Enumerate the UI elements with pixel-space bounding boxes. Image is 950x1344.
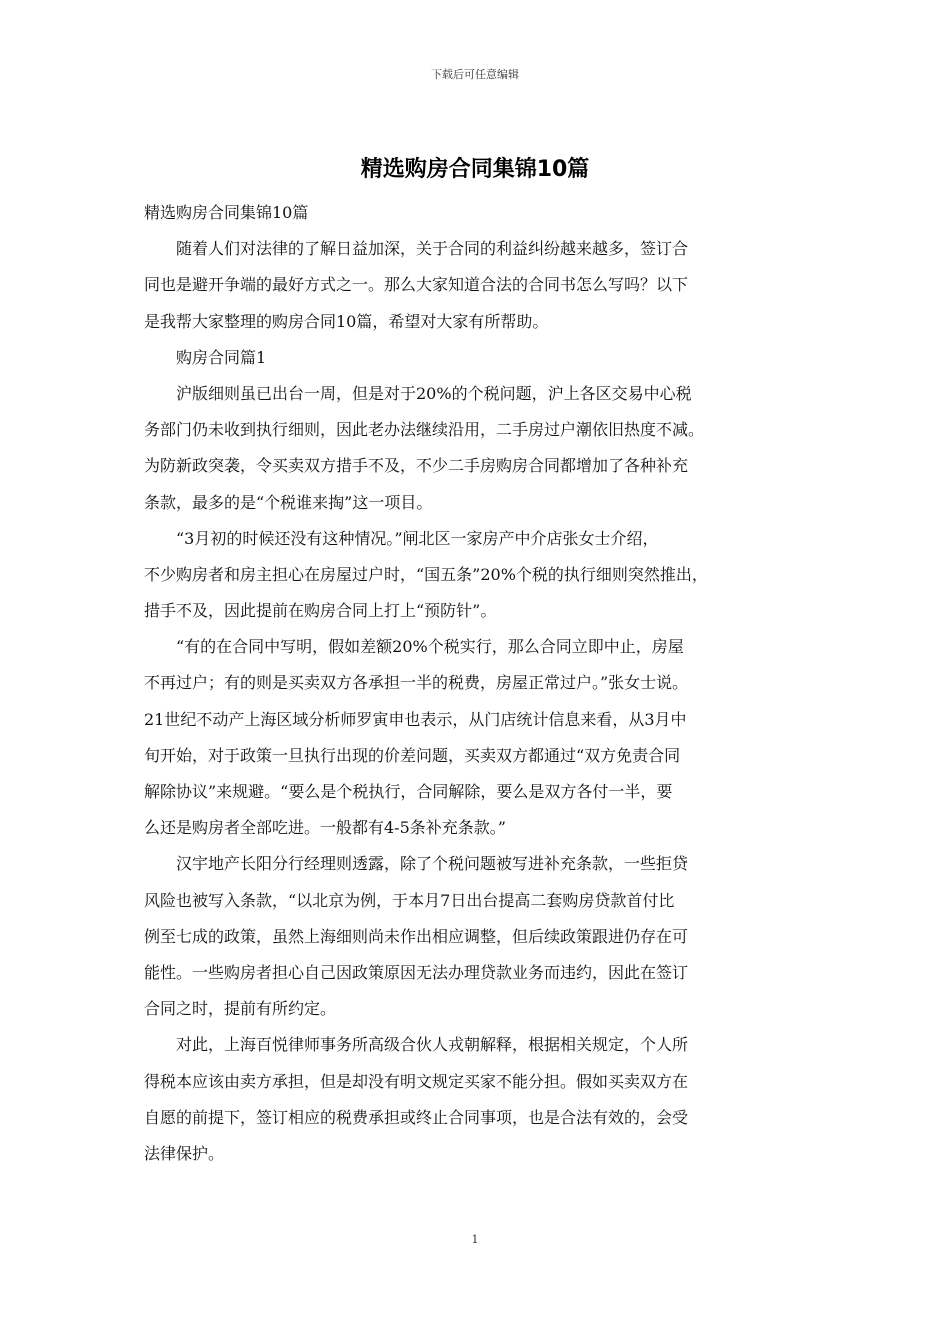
text-line: 措手不及，因此提前在购房合同上打上“预防针”。 — [144, 601, 497, 621]
text-line: 购房合同篇1 — [144, 347, 267, 367]
text-line: 同也是避开争端的最好方式之一。那么大家知道合法的合同书怎么写吗？以下 — [144, 275, 689, 295]
text-line: “3月初的时候还没有这种情况。”闸北区一家房产中介店张女士介绍， — [144, 528, 659, 548]
text-line: 务部门仍未收到执行细则，因此老办法继续沿用，二手房过户潮依旧热度不减。 — [144, 420, 705, 440]
text-line: 随着人们对法律的了解日益加深，关于合同的利益纠纷越来越多，签订合 — [144, 239, 689, 259]
text-line: 汉宇地产长阳分行经理则透露，除了个税问题被写进补充条款，一些拒贷 — [144, 854, 689, 874]
text-line: 法律保护。 — [144, 1143, 225, 1163]
text-line: 条款，最多的是“个税谁来掏”这一项目。 — [144, 492, 433, 512]
document-body — [144, 195, 808, 1172]
text-line: 对此，上海百悦律师事务所高级合伙人戎朝解释，根据相关规定，个人所 — [144, 1035, 689, 1055]
text-line: 么还是购房者全部吃进。一般都有4-5条补充条款。” — [144, 818, 506, 838]
text-line: 是我帮大家整理的购房合同10篇，希望对大家有所帮助。 — [144, 311, 549, 331]
text-line: 21世纪不动产上海区域分析师罗寅申也表示，从门店统计信息来看，从3月中 — [144, 709, 687, 729]
text-line: 不再过户；有的则是买卖双方各承担一半的税费，房屋正常过户。”张女士说。 — [144, 673, 689, 693]
text-line: 例至七成的政策，虽然上海细则尚未作出相应调整，但后续政策跟进仍存在可 — [144, 926, 689, 946]
page-number: 1 — [471, 1233, 479, 1246]
text-line: 得税本应该由卖方承担，但是却没有明文规定买家不能分担。假如买卖双方在 — [144, 1071, 689, 1091]
text-line: 风险也被写入条款，“以北京为例，于本月7日出台提高二套购房贷款首付比 — [144, 890, 675, 910]
text-line: 自愿的前提下，签订相应的税费承担或终止合同事项，也是合法有效的，会受 — [144, 1107, 689, 1127]
text-line: 合同之时，提前有所约定。 — [144, 999, 337, 1019]
text-line: 精选购房合同集锦10篇 — [144, 203, 309, 222]
text-line: “有的在合同中写明，假如差额20%个税实行，那么合同立即中止，房屋 — [144, 637, 684, 657]
page-header-note: 下载后可任意编辑 — [431, 68, 519, 81]
document-title: 精选购房合同集锦10篇 — [360, 157, 590, 182]
text-line: 能性。一些购房者担心自己因政策原因无法办理贷款业务而违约，因此在签订 — [144, 962, 689, 982]
text-line: 不少购房者和房主担心在房屋过户时，“国五条”20%个税的执行细则突然推出， — [144, 564, 708, 584]
text-line: 为防新政突袭，令买卖双方措手不及，不少二手房购房合同都增加了各种补充 — [144, 456, 689, 476]
text-line: 解除协议”来规避。“要么是个税执行，合同解除，要么是双方各付一半，要 — [144, 782, 673, 801]
text-line: 旬开始，对于政策一旦执行出现的价差问题，买卖双方都通过“双方免责合同 — [144, 745, 681, 765]
text-line: 沪版细则虽已出台一周，但是对于20%的个税问题，沪上各区交易中心税 — [144, 383, 692, 403]
